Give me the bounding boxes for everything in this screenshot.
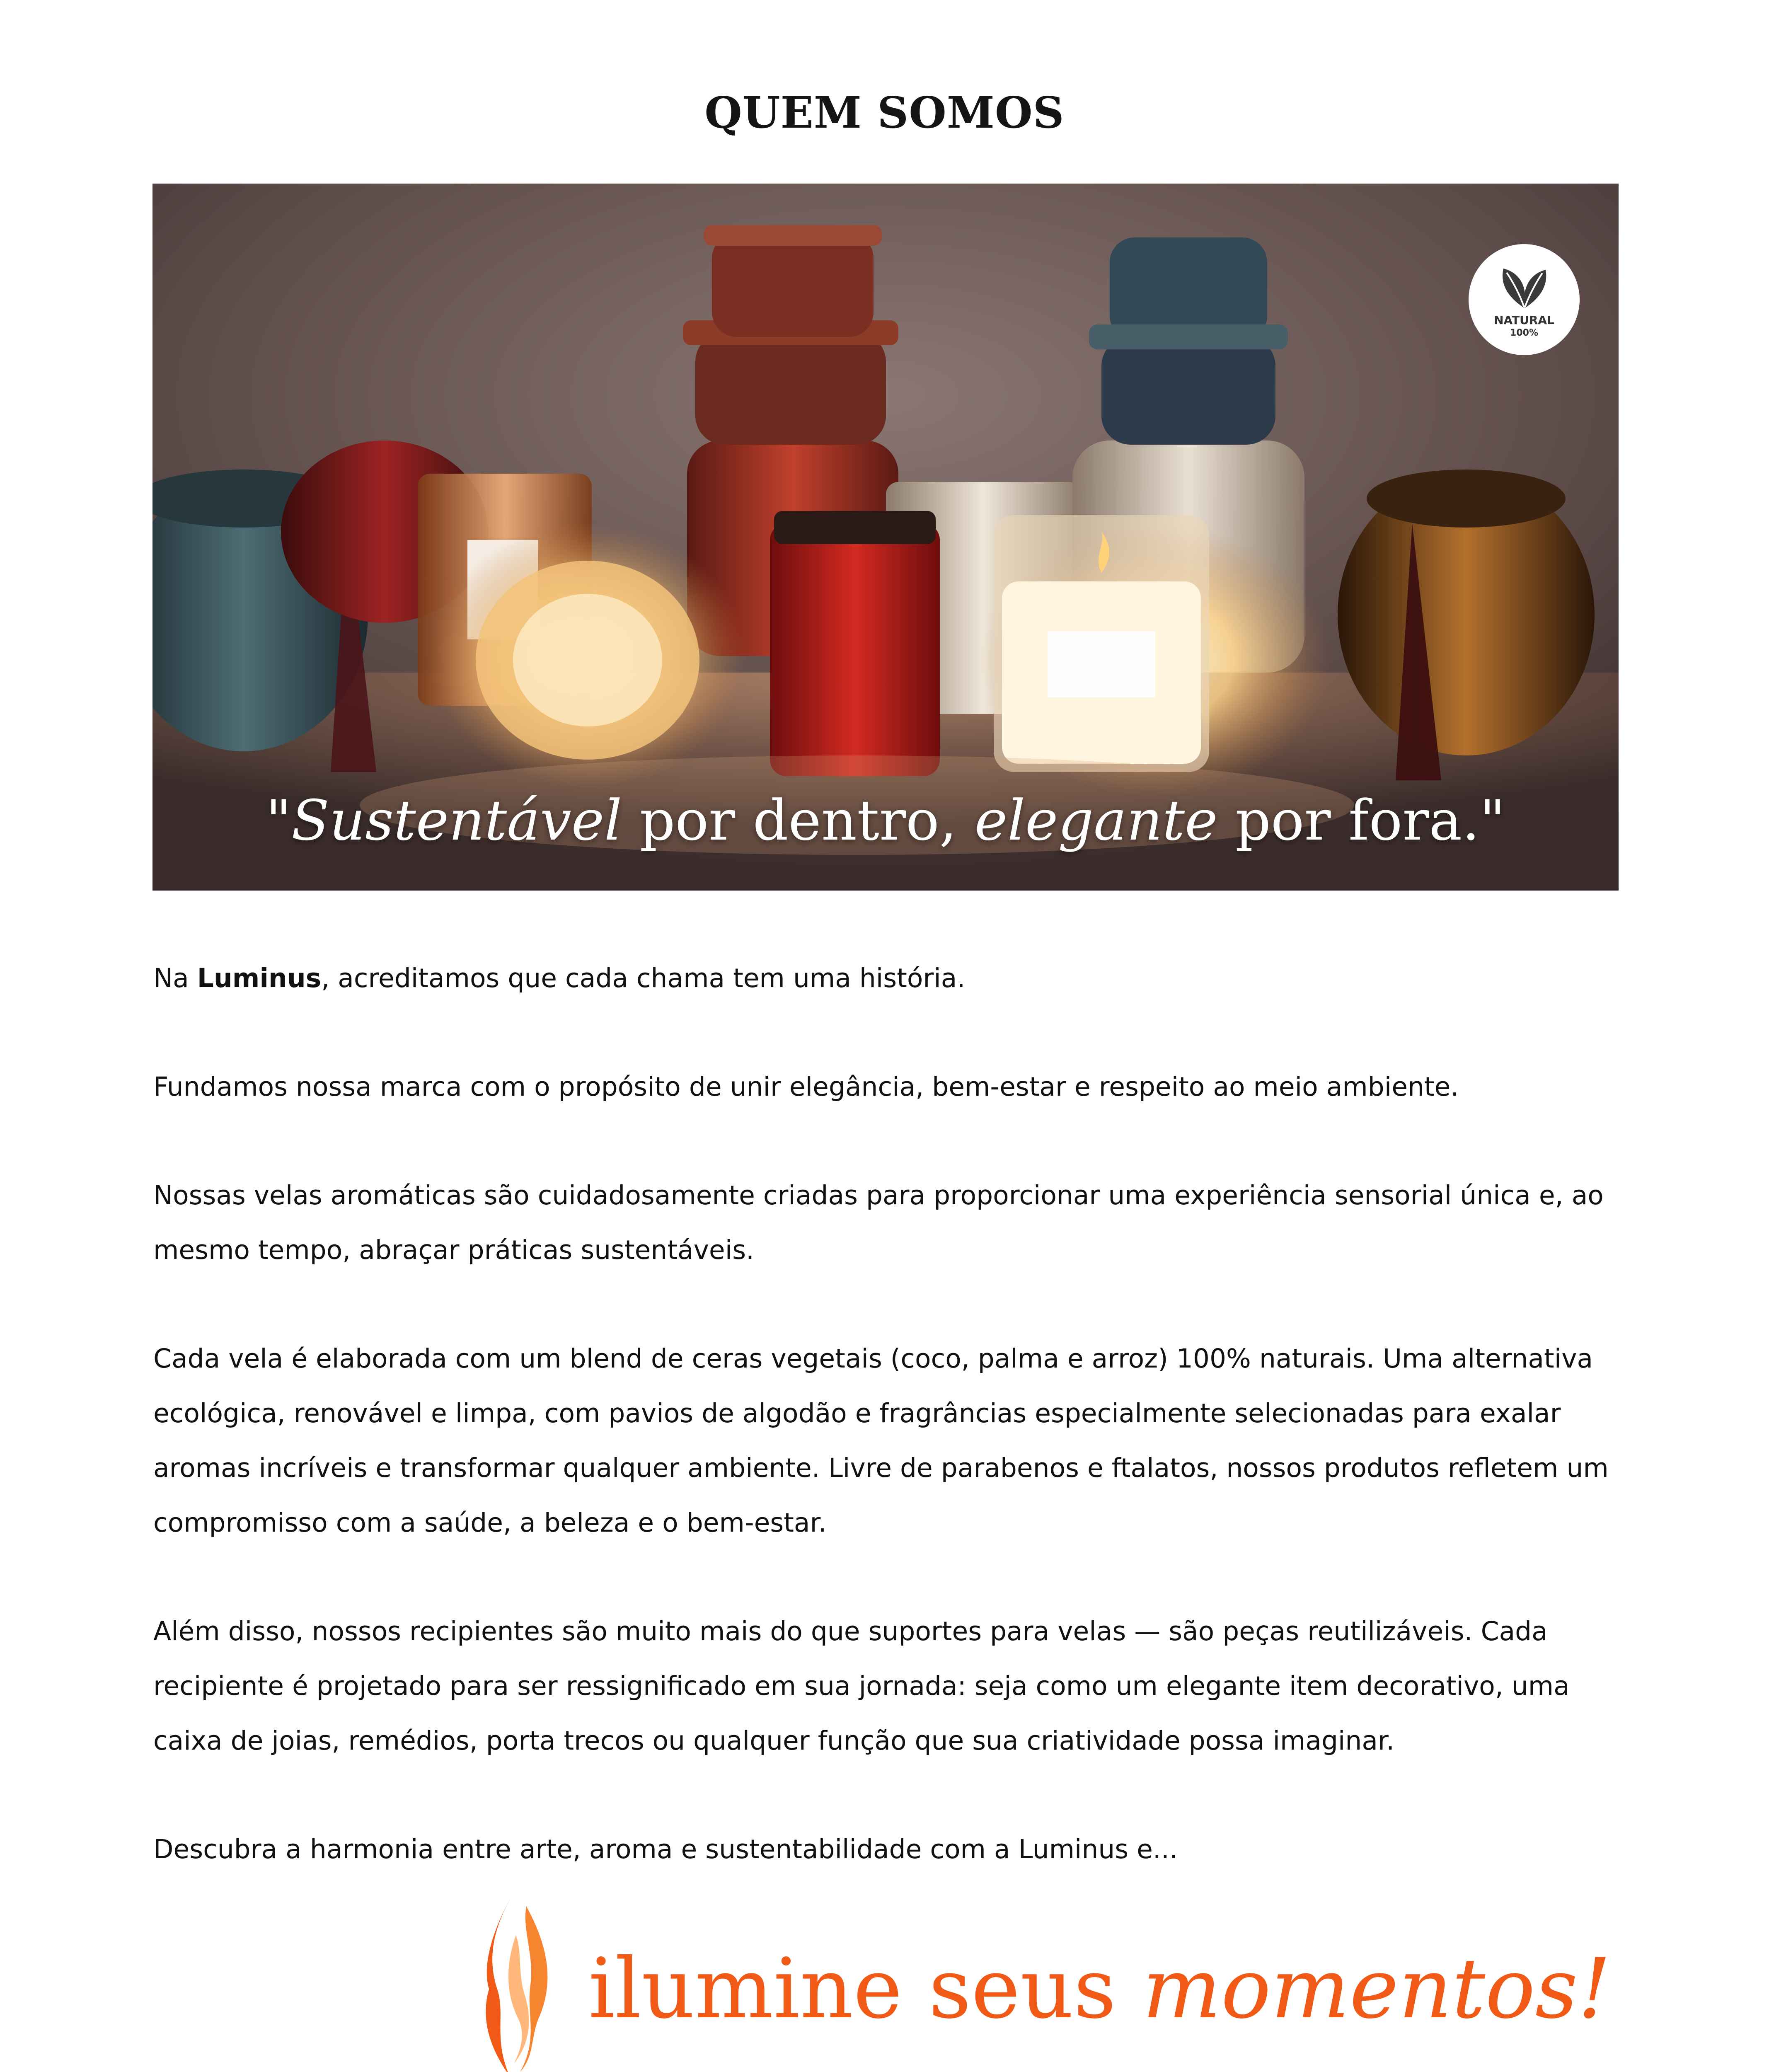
natural-badge (1469, 244, 1580, 355)
hero-quote (152, 788, 1619, 853)
tagline-italic: momentos! (1142, 1941, 1611, 2037)
paragraph-wax: Cada vela é elaborada com um blend de ceras vegetais (coco, palma e arroz) 100% naturais. Uma alternativa ecológica, renovável e limpa, com pavios de algodão e fragrâncias especialmente selecionadas para exalar aromas incríveis e transformar qualquer ambiente. Livre de parabenos e ftalatos, nossos produtos refletem um compromisso com a saúde, a beleza e o bem-estar. (153, 1343, 1609, 1538)
hero-image (152, 184, 1619, 891)
intro-prefix: Na (153, 963, 197, 993)
badge-sub: 100% (1510, 328, 1538, 338)
paragraph-discover: Descubra a harmonia entre arte, aroma e sustentabilidade com a Luminus e... (153, 1834, 1178, 1864)
tagline (588, 1941, 1611, 2037)
candles-photo (152, 184, 1619, 891)
quote-word-elegante: elegante (974, 788, 1218, 853)
paragraph-intro (153, 951, 1620, 1006)
brand-name: Luminus (197, 963, 322, 993)
paragraph-purpose: Fundamos nossa marca com o propósito de unir elegância, bem-estar e respeito ao meio ambiente. (153, 1072, 1459, 1102)
paragraph-experience: Nossas velas aromáticas são cuidadosamente criadas para proporcionar uma experiência sensorial única e, ao mesmo tempo, abraçar práticas sustentáveis. (153, 1180, 1604, 1265)
quote-open: " (266, 788, 292, 853)
flame-icon (481, 1881, 555, 2072)
tagline-plain: ilumine seus (588, 1941, 1143, 2037)
quote-word-sustentavel: Sustentável (291, 788, 622, 853)
leaf-icon (1495, 262, 1553, 312)
quote-mid: por dentro, (622, 788, 975, 853)
about-text (153, 951, 1620, 1931)
quote-end: por fora." (1217, 788, 1505, 853)
page-title: QUEM SOMOS (704, 87, 1065, 138)
paragraph-containers: Além disso, nossos recipientes são muito mais do que suportes para velas — são peças reutilizáveis. Cada recipiente é projetado para ser ressignificado em sua jornada: seja como um elegante item decorativo, uma caixa de joias, remédios, porta trecos ou qualquer função que sua criatividade possa imaginar. (153, 1616, 1570, 1756)
footer-logo (481, 1881, 1611, 2072)
badge-label: NATURAL (1494, 313, 1554, 327)
intro-suffix: , acreditamos que cada chama tem uma história. (321, 963, 966, 993)
